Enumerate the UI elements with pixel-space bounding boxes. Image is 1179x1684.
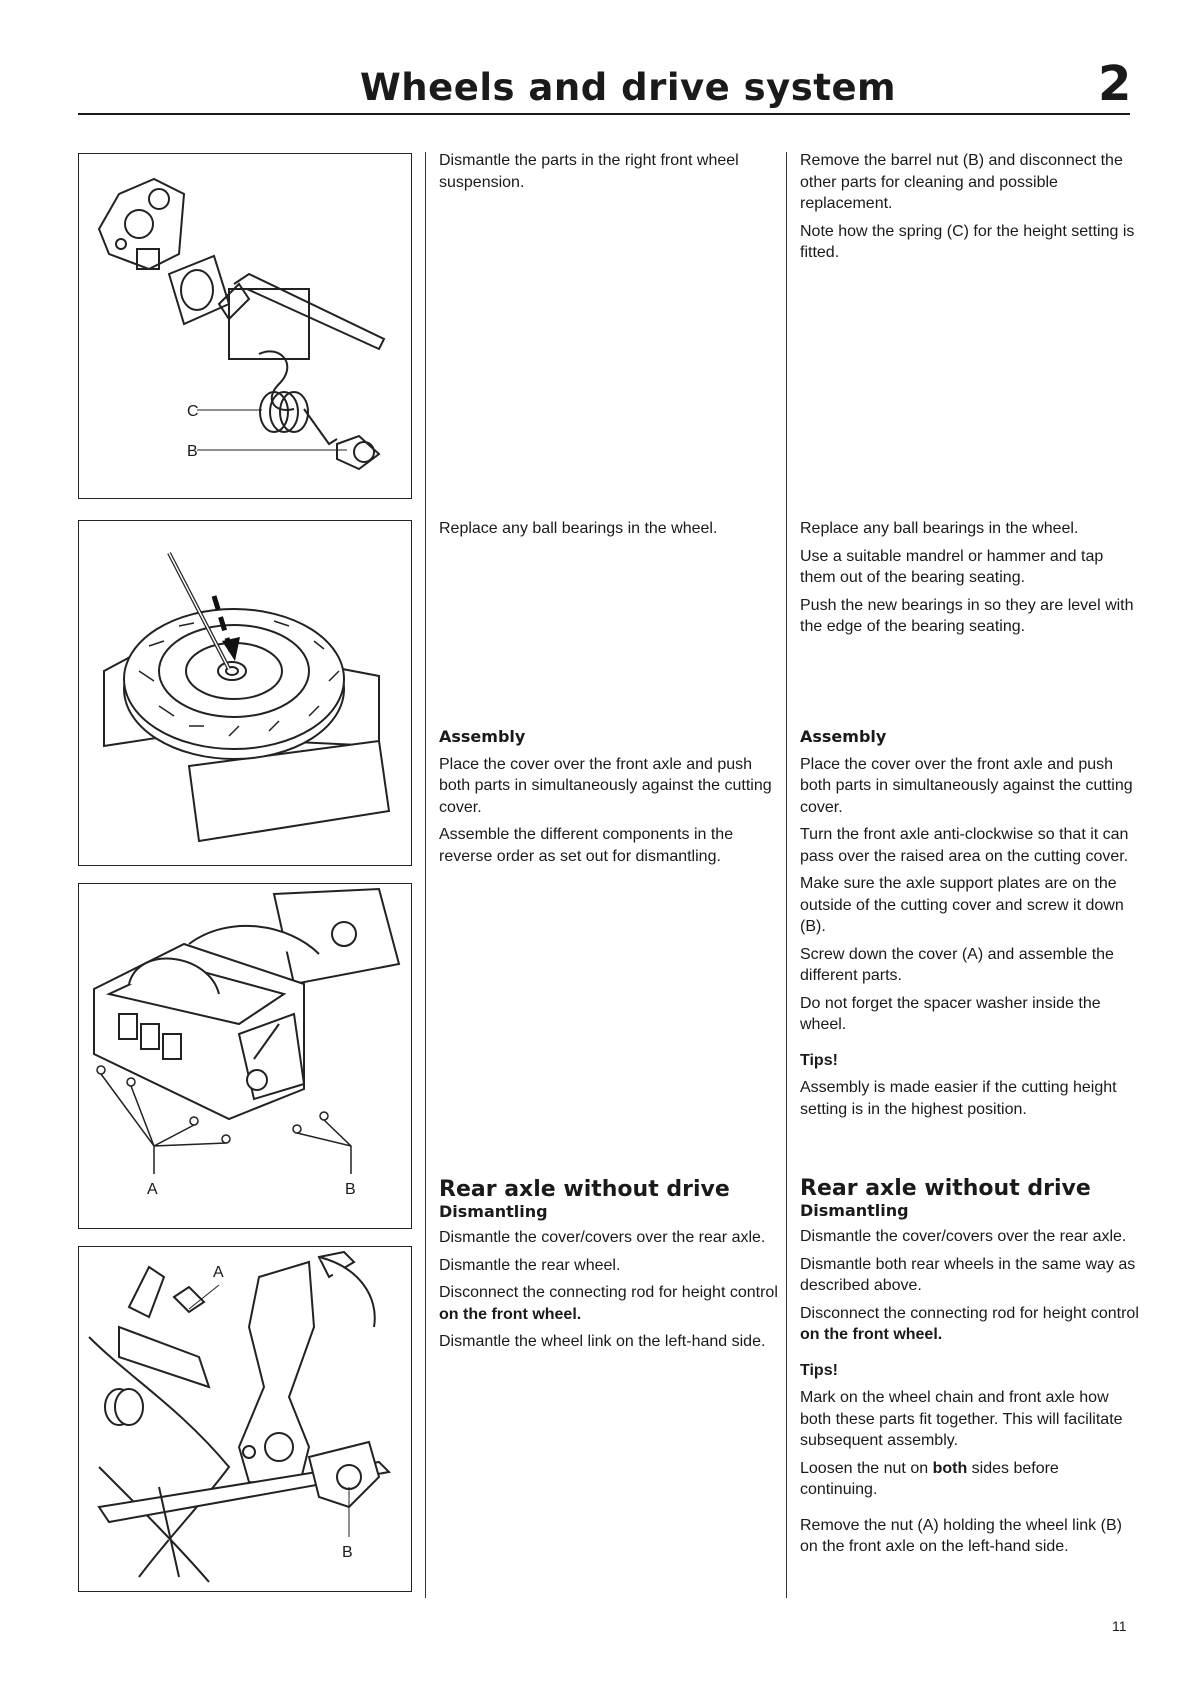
col2-block1-p1: Remove the barrel nut (B) and disconnect the other parts for cleaning and possible replacement. bbox=[800, 152, 1123, 212]
col1-block2-p1: Replace any ball bearings in the wheel. bbox=[439, 520, 718, 537]
column-divider-left bbox=[425, 152, 426, 1598]
col2-block1 bbox=[800, 150, 1140, 270]
col2-assembly-p3: Make sure the axle support plates are on the outside of the cutting cover and screw it down (B). bbox=[800, 875, 1124, 935]
col2-rear-p3 bbox=[800, 1303, 1140, 1346]
col2-assembly-p2: Turn the front axle anti-clockwise so that it can pass over the raised area on the cutting cover. bbox=[800, 826, 1129, 865]
col2-rear-p3-bold: on the front wheel. bbox=[800, 1326, 943, 1343]
column-divider-right bbox=[786, 152, 787, 1598]
col2-rear-p4-suffix: sides before continuing. bbox=[800, 1459, 1059, 1498]
figure-label-b: B bbox=[187, 443, 198, 460]
figure-label-b: B bbox=[342, 1544, 353, 1561]
col2-rear-p3-text: Disconnect the connecting rod for height control bbox=[800, 1304, 1139, 1322]
figure-label-a: A bbox=[213, 1264, 224, 1281]
col2-rear-p5: Remove the nut (A) holding the wheel link (B) on the front axle on the left-hand side. bbox=[800, 1516, 1122, 1555]
figure-label-b: B bbox=[345, 1181, 356, 1198]
col2-rear-p1: Dismantle the cover/covers over the rear axle. bbox=[800, 1228, 1127, 1245]
col1-assembly-heading: Assembly bbox=[439, 727, 526, 746]
col1-rear-p4: Dismantle the wheel link on the left-hand side. bbox=[439, 1333, 766, 1350]
col1-rear-subtitle: Dismantling bbox=[439, 1202, 548, 1221]
figure-label-a: A bbox=[147, 1181, 158, 1198]
col1-assembly-p2: Assemble the different components in the reverse order as set out for dismantling. bbox=[439, 826, 734, 865]
col2-assembly-p5: Do not forget the spacer washer inside the wheel. bbox=[800, 994, 1101, 1033]
page-title: Wheels and drive system bbox=[360, 66, 897, 109]
col2-block1-p2: Note how the spring (C) for the height setting is fitted. bbox=[800, 222, 1135, 261]
col2-rear-tips-heading: Tips! bbox=[800, 1361, 838, 1379]
col2-block2 bbox=[800, 518, 1140, 644]
col2-rear-p4-prefix: Loosen the nut on bbox=[800, 1459, 933, 1477]
col2-block2-p1: Replace any ball bearings in the wheel. bbox=[800, 520, 1079, 537]
chapter-number: 2 bbox=[1098, 56, 1132, 112]
figure-wheel-bearing bbox=[78, 520, 412, 866]
col1-block2 bbox=[439, 518, 779, 546]
col2-rear-section bbox=[800, 1177, 1140, 1564]
col1-block1-p1: Dismantle the parts in the right front wheel suspension. bbox=[439, 152, 739, 191]
col2-block2-p2: Use a suitable mandrel or hammer and tap them out of the bearing seating. bbox=[800, 547, 1104, 586]
col2-block2-p3: Push the new bearings in so they are level with the edge of the bearing seating. bbox=[800, 596, 1134, 635]
col1-rear-p3 bbox=[439, 1282, 779, 1325]
col1-rear-title: Rear axle without drive bbox=[439, 1177, 730, 1202]
col2-rear-title: Rear axle without drive bbox=[800, 1176, 1091, 1201]
col1-rear-p2: Dismantle the rear wheel. bbox=[439, 1256, 621, 1274]
col1-rear-p1: Dismantle the cover/covers over the rear axle. bbox=[439, 1229, 766, 1246]
figure-suspension-parts bbox=[78, 153, 412, 499]
col2-rear-p2: Dismantle both rear wheels in the same way as described above. bbox=[800, 1255, 1136, 1294]
figure-cover-screws bbox=[78, 883, 412, 1229]
col2-rear-subtitle: Dismantling bbox=[800, 1201, 909, 1220]
col1-assembly-p1: Place the cover over the front axle and push both parts in simultaneously against the cutting cover. bbox=[439, 755, 772, 816]
col2-rear-p4 bbox=[800, 1458, 1140, 1501]
page-number: 11 bbox=[1112, 1618, 1127, 1634]
col1-rear-p3-text: Disconnect the connecting rod for height control bbox=[439, 1284, 778, 1301]
col1-rear-p3-bold: on the front wheel. bbox=[439, 1305, 582, 1323]
col2-rear-p4-bold: both bbox=[932, 1459, 968, 1477]
col2-assembly-tips-heading: Tips! bbox=[800, 1051, 838, 1069]
col2-assembly-p4: Screw down the cover (A) and assemble the different parts. bbox=[800, 945, 1114, 984]
col2-rear-tips-p1: Mark on the wheel chain and front axle how both these parts fit together. This will facilitate subsequent assembly. bbox=[800, 1389, 1123, 1449]
col2-assembly-heading: Assembly bbox=[800, 727, 887, 746]
col2-assembly-tips-p1: Assembly is made easier if the cutting height setting is in the highest position. bbox=[800, 1079, 1117, 1118]
figure-wheel-link bbox=[78, 1246, 412, 1592]
figure-label-c: C bbox=[187, 403, 199, 420]
col1-block1 bbox=[439, 150, 779, 199]
col2-assembly-p1: Place the cover over the front axle and push both parts in simultaneously against the cutting cover. bbox=[800, 755, 1133, 816]
col1-rear-section bbox=[439, 1178, 779, 1359]
header-rule bbox=[78, 113, 1130, 115]
col2-assembly bbox=[800, 726, 1140, 1126]
col1-assembly bbox=[439, 726, 779, 873]
